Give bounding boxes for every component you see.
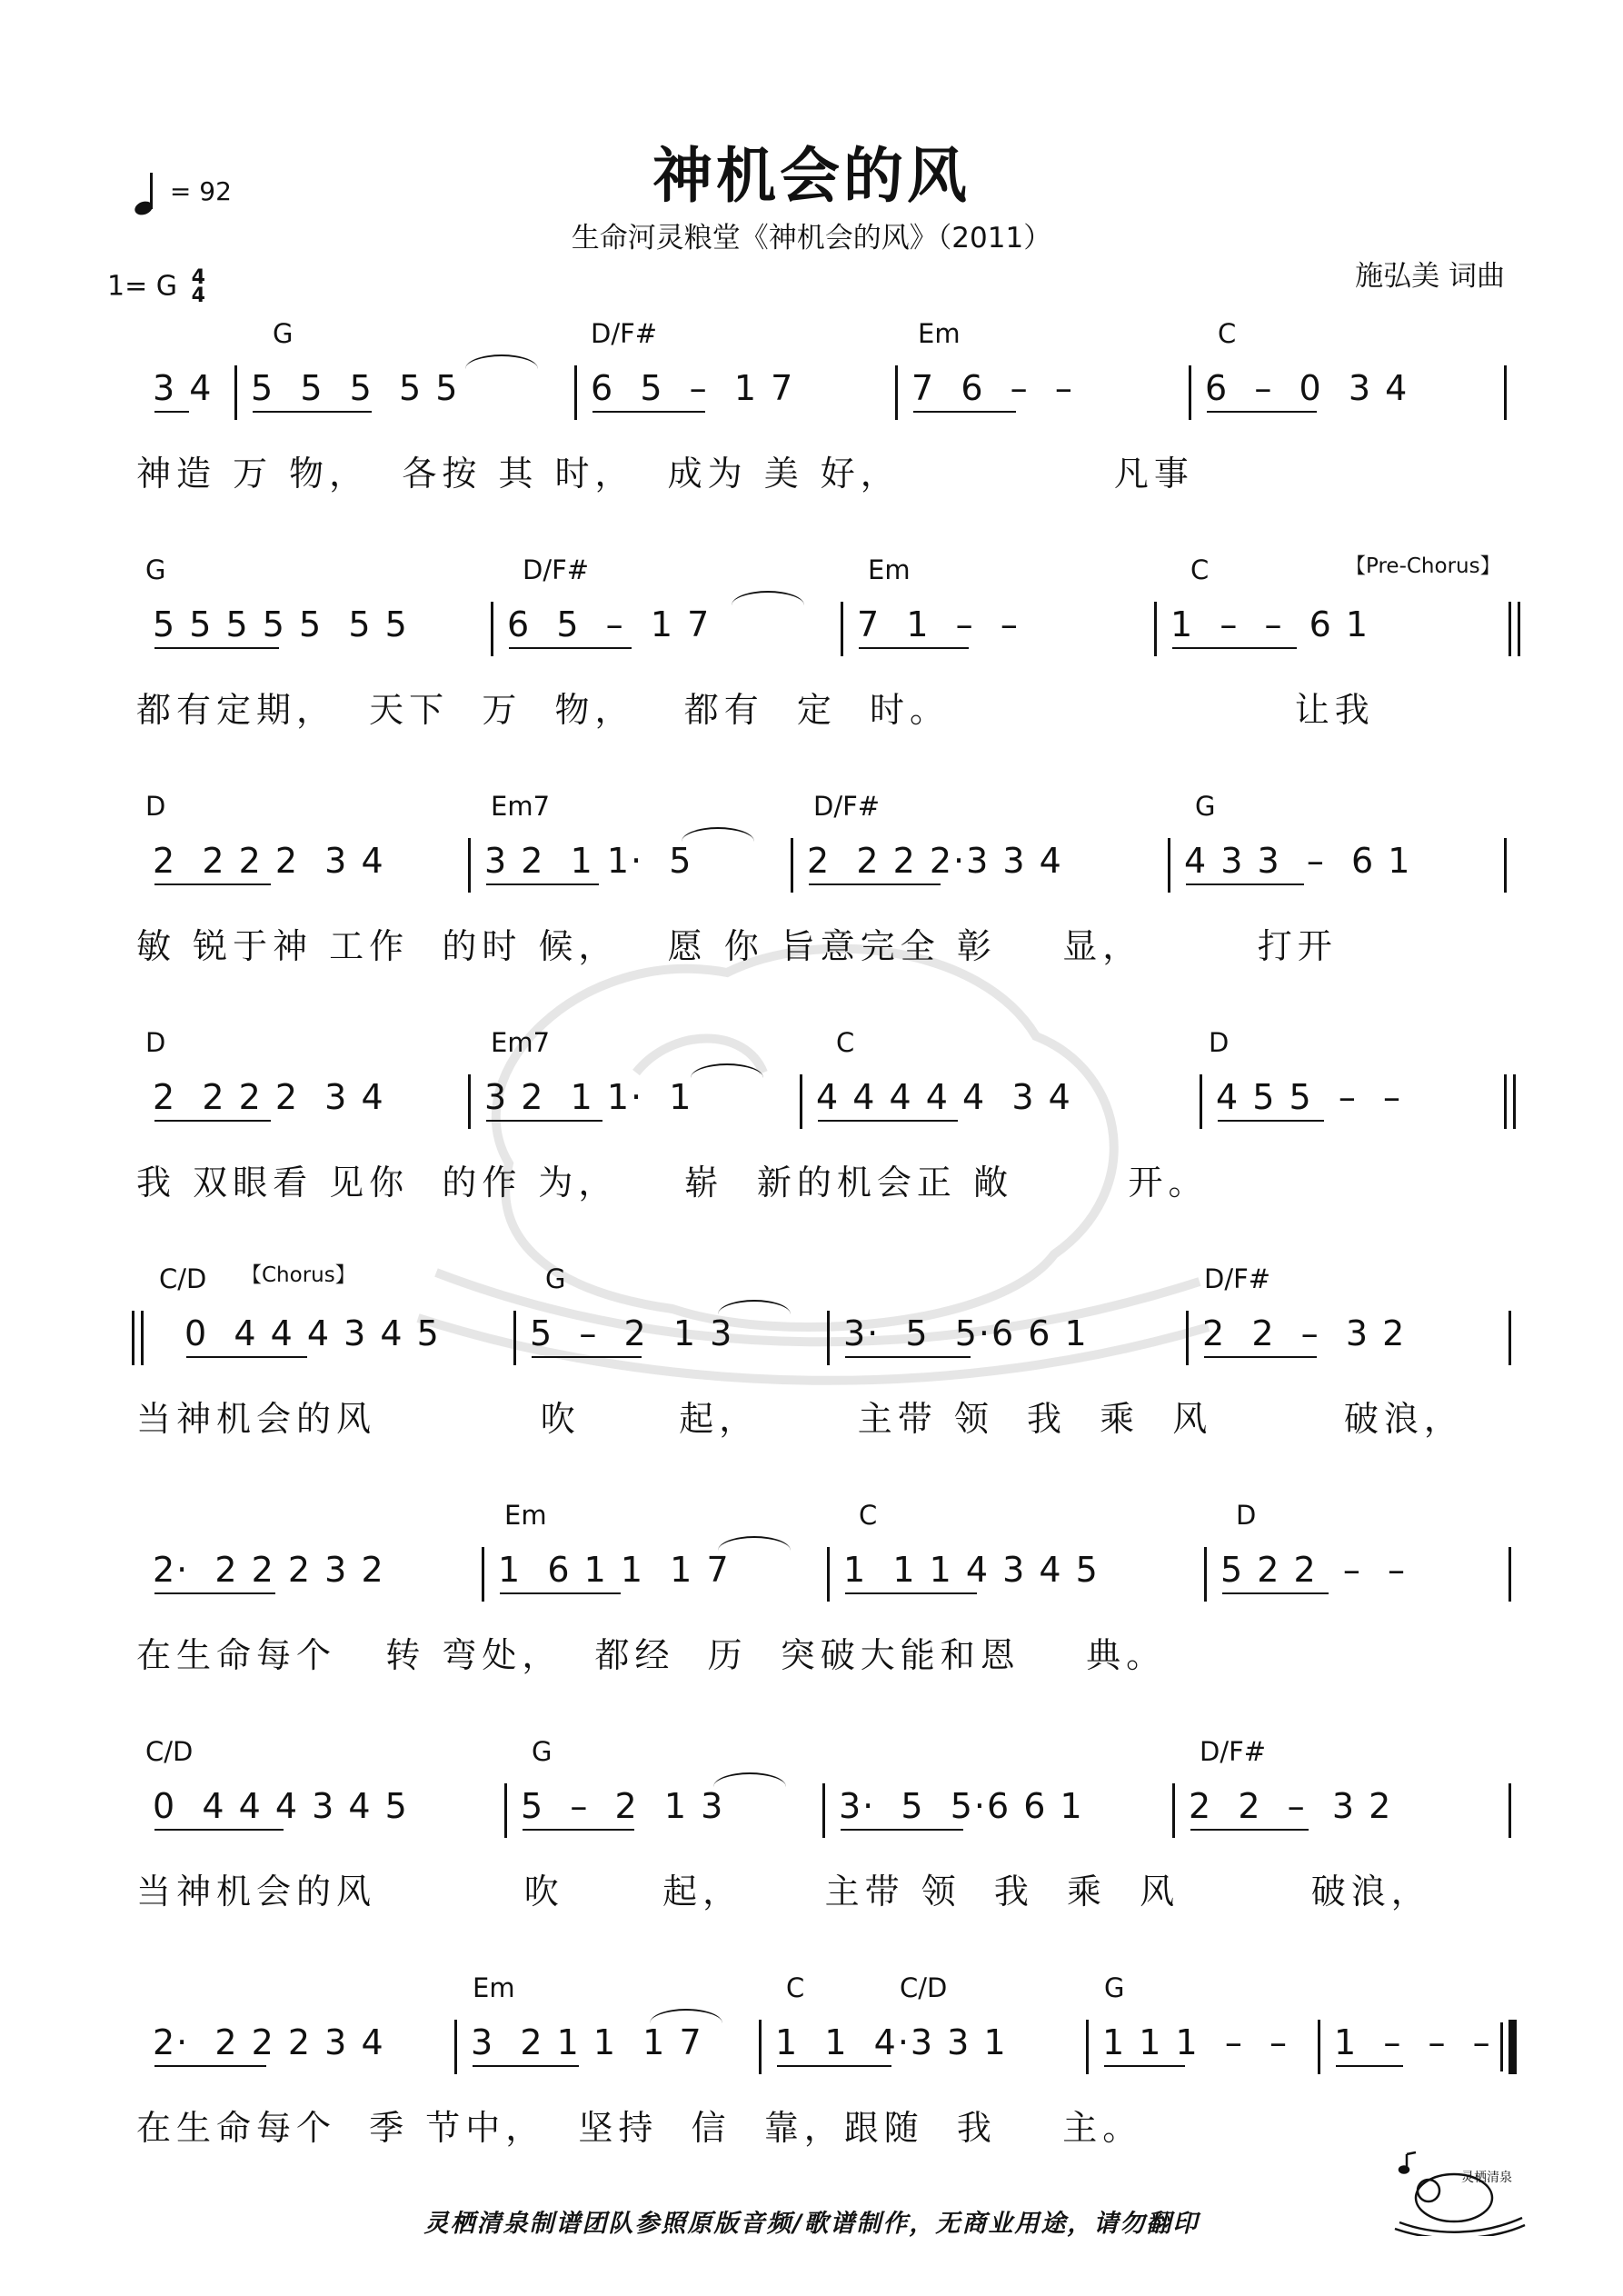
beam-line: [473, 2065, 579, 2067]
beam-line: [486, 1120, 602, 1122]
chord-symbol: G: [1104, 1972, 1125, 2003]
bar-line: [234, 365, 237, 420]
bar-line: [822, 1783, 825, 1838]
chord-symbol: C: [836, 1027, 855, 1058]
measure-notes: 1 1 1 – –: [1102, 2022, 1289, 2062]
lyrics-line: 敏 锐于神 工作 的时 候， 愿 你 旨意完全 彰 显， 打开: [136, 926, 1338, 966]
beam-line: [1186, 883, 1304, 885]
bar-line: [1508, 1783, 1511, 1838]
chord-symbol: Em7: [491, 1027, 551, 1058]
bar-line: [841, 602, 843, 656]
song-title: 神机会的风: [652, 141, 971, 211]
bar-line: [1508, 1311, 1511, 1365]
chord-symbol: D: [1209, 1027, 1230, 1058]
chord-symbol: D/F#: [1204, 1263, 1271, 1294]
bar-line: [468, 838, 471, 893]
sheep-logo-icon: [1390, 2145, 1527, 2236]
beam-line: [154, 647, 279, 649]
bar-line: [1508, 2020, 1517, 2074]
lyrics-line: 当神机会的风 吹 起， 主带 领 我 乘 风 破浪，: [136, 1399, 1464, 1439]
beam-line: [154, 2065, 266, 2067]
composer-credit: 施弘美 词曲: [1355, 260, 1505, 293]
chord-symbol: C/D: [145, 1736, 194, 1767]
beam-line: [509, 647, 632, 649]
chord-symbol: C: [786, 1972, 805, 2003]
chord-symbol: D/F#: [813, 791, 881, 822]
beam-line: [154, 411, 189, 413]
bar-line: [1186, 1311, 1189, 1365]
measure-notes: 2 2 2 2 3 4: [153, 1077, 385, 1117]
measure-notes: 2 2 – 3 2: [1202, 1313, 1407, 1353]
chord-symbol: Em: [868, 554, 911, 585]
logo-text: 灵栖清泉: [1461, 2171, 1512, 2185]
lyrics-line: 在生命每个 转 弯处， 都经 历 突破大能和恩 典。: [136, 1635, 1167, 1675]
measure-notes: 0 4 4 4 3 4 5: [153, 1786, 409, 1826]
beam-line: [845, 1592, 977, 1594]
beam-line: [913, 411, 1016, 413]
bar-line: [791, 838, 793, 893]
beam-line: [845, 1356, 971, 1358]
beam-line: [841, 1829, 963, 1831]
bar-line: [1508, 602, 1511, 656]
bar-line: [504, 1783, 507, 1838]
beam-line: [859, 647, 969, 649]
beam-line: [1336, 2065, 1403, 2067]
chord-symbol: C: [1218, 318, 1237, 349]
section-label: 【Chorus】: [241, 1263, 356, 1287]
chord-symbol: C: [859, 1500, 878, 1531]
beam-line: [1104, 2065, 1185, 2067]
measure-notes: 5 5 5 5 5: [251, 368, 460, 408]
bar-line: [1200, 1074, 1202, 1129]
lyrics-line: 神造 万 物， 各按 其 时， 成为 美 好， 凡事: [136, 454, 1194, 494]
chord-symbol: D: [145, 1027, 166, 1058]
chord-symbol: C: [1190, 554, 1210, 585]
chord-symbol: D: [1236, 1500, 1257, 1531]
measure-notes: 7 1 – –: [857, 604, 1020, 644]
time-den: 4: [191, 285, 205, 307]
lyrics-line: 当神机会的风 吹 起， 主带 领 我 乘 风 破浪，: [136, 1872, 1431, 1912]
measure-notes: 1 – – –: [1334, 2022, 1492, 2062]
time-signature: [191, 266, 205, 307]
measure-notes: 1 – – 6 1: [1170, 604, 1370, 644]
measure-notes: 6 5 – 1 7: [507, 604, 712, 644]
measure-notes: 4 4 4 4 4 3 4: [816, 1077, 1072, 1117]
beam-line: [1218, 1120, 1324, 1122]
beam-line: [777, 2065, 891, 2067]
measure-notes: 3 2 1 1· 5: [484, 841, 693, 881]
beam-line: [1207, 411, 1317, 413]
chord-symbol: G: [1195, 791, 1216, 822]
beam-line: [1204, 1356, 1317, 1358]
slur-arc: [732, 591, 804, 605]
bar-line: [513, 1311, 516, 1365]
measure-notes: 5 – 2 1 3: [530, 1313, 734, 1353]
measure-notes: 3 4: [153, 368, 214, 408]
measure-notes: 5 5 5 5 5 5 5: [153, 604, 409, 644]
beam-line: [486, 883, 599, 885]
beam-line: [154, 883, 271, 885]
beam-line: [592, 411, 705, 413]
beam-line: [1172, 647, 1297, 649]
measure-notes: 3 2 1 1· 1: [484, 1077, 693, 1117]
footer-notice: 灵栖清泉制谱团队参照原版音频/歌谱制作，无商业用途，请勿翻印: [423, 2210, 1200, 2238]
measure-notes: 3· 5 5·6 6 1: [843, 1313, 1089, 1353]
beam-line: [154, 1120, 271, 1122]
chord-symbol: D/F#: [1200, 1736, 1267, 1767]
slur-arc: [713, 1772, 786, 1787]
chord-symbol: D: [145, 791, 166, 822]
beam-line: [154, 1829, 284, 1831]
key-signature: [107, 266, 205, 307]
tempo-value: = 92: [169, 176, 232, 206]
bar-line: [1172, 1783, 1175, 1838]
chord-symbol: Em7: [491, 791, 551, 822]
lyrics-line: 都有定期， 天下 万 物， 都有 定 时。 让我: [136, 690, 1375, 730]
bar-line: [482, 1547, 484, 1602]
time-num: 4: [191, 266, 205, 289]
bar-line: [895, 365, 898, 420]
bar-line: [1189, 365, 1191, 420]
beam-line: [186, 1356, 307, 1358]
beam-line: [818, 1120, 958, 1122]
beam-line: [1190, 1829, 1309, 1831]
bar-line: [827, 1547, 830, 1602]
section-label: 【Pre-Chorus】: [1345, 554, 1501, 578]
bar-line: [759, 2020, 762, 2074]
chord-symbol: D/F#: [591, 318, 658, 349]
chord-symbol: C/D: [159, 1263, 207, 1294]
slur-arc: [650, 2009, 722, 2023]
beam-line: [253, 411, 372, 413]
chord-symbol: G: [273, 318, 294, 349]
bar-line: [1086, 2020, 1089, 2074]
chord-symbol: Em: [918, 318, 961, 349]
measure-notes: 2 2 2 2 3 4: [153, 841, 385, 881]
measure-notes: 4 5 5 – –: [1216, 1077, 1403, 1117]
measure-notes: 2· 2 2 2 3 4: [153, 2022, 385, 2062]
measure-notes: 7 6 – –: [911, 368, 1074, 408]
beam-line: [1222, 1592, 1329, 1594]
measure-notes: 5 – 2 1 3: [521, 1786, 725, 1826]
slur-arc: [718, 1536, 791, 1551]
bar-line: [1168, 838, 1170, 893]
measure-notes: 6 – 0 3 4: [1205, 368, 1409, 408]
bar-line: [1504, 838, 1507, 893]
measure-notes: 6 5 – 1 7: [591, 368, 795, 408]
bar-line: [1204, 1547, 1207, 1602]
chord-symbol: G: [145, 554, 166, 585]
measure-notes: 2 2 2 2·3 3 4: [807, 841, 1063, 881]
bar-line: [468, 1074, 471, 1129]
slur-arc: [465, 354, 538, 369]
chord-symbol: C/D: [900, 1972, 948, 2003]
measure-notes: 2 2 – 3 2: [1189, 1786, 1393, 1826]
bar-line: [1508, 1547, 1511, 1602]
bar-line: [1154, 602, 1157, 656]
start-repeat-bar: [132, 1311, 134, 1365]
measure-notes: 1 1 1 4 3 4 5: [843, 1550, 1100, 1590]
key-label: 1= G: [107, 270, 178, 303]
song-subtitle: 生命河灵粮堂《神机会的风》（2011）: [571, 222, 1052, 255]
measure-notes: 4 3 3 – 6 1: [1184, 841, 1412, 881]
beam-line: [532, 1356, 642, 1358]
chord-symbol: Em: [504, 1500, 547, 1531]
measure-notes: 0 4 4 4 3 4 5: [184, 1313, 441, 1353]
beam-line: [809, 883, 941, 885]
beam-line: [500, 1592, 621, 1594]
measure-notes: 3· 5 5·6 6 1: [839, 1786, 1084, 1826]
beam-line: [154, 1592, 275, 1594]
lyrics-line: 我 双眼看 见你 的作 为， 崭 新的机会正 敞 开。: [136, 1163, 1209, 1203]
lyrics-line: 在生命每个 季 节中， 坚持 信 靠，跟随 我 主。: [136, 2108, 1143, 2148]
slur-arc: [682, 827, 754, 842]
measure-notes: 1 1 4·3 3 1: [775, 2022, 1008, 2062]
measure-notes: 2· 2 2 2 3 2: [153, 1550, 385, 1590]
bar-line: [454, 2020, 457, 2074]
chord-symbol: Em: [473, 1972, 515, 2003]
bar-line: [1318, 2020, 1320, 2074]
bar-line: [1504, 365, 1507, 420]
measure-notes: 5 2 2 – –: [1220, 1550, 1408, 1590]
bar-line: [800, 1074, 802, 1129]
bar-line: [1504, 1074, 1507, 1129]
bar-line: [491, 602, 493, 656]
measure-notes: 1 6 1 1 1 7: [498, 1550, 731, 1590]
chord-symbol: D/F#: [523, 554, 590, 585]
chord-symbol: G: [532, 1736, 553, 1767]
measure-notes: 3 2 1 1 1 7: [471, 2022, 703, 2062]
beam-line: [523, 1829, 634, 1831]
chord-symbol: G: [545, 1263, 566, 1294]
bar-line: [574, 365, 577, 420]
bar-line: [827, 1311, 830, 1365]
